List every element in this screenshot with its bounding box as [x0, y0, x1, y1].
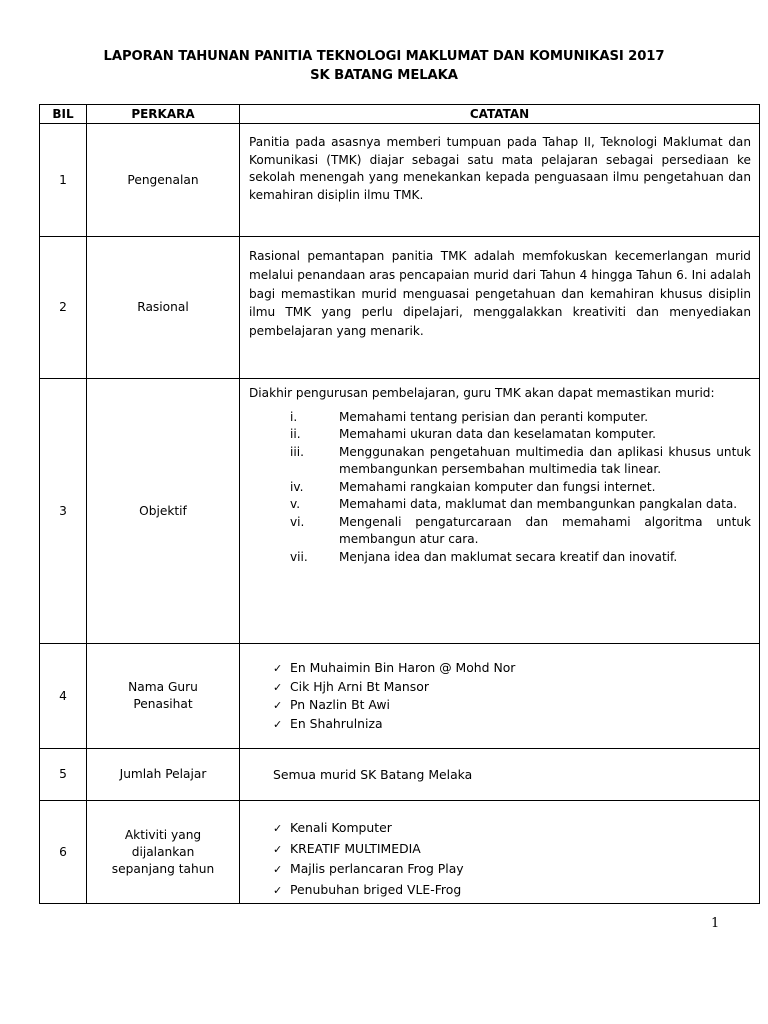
table-row: [40, 801, 760, 904]
list-item: ✓ Pn Nazlin Bt Awi: [273, 696, 759, 715]
page-number: 1: [711, 916, 720, 931]
row-catatan: [240, 237, 760, 379]
report-title: [0, 47, 768, 85]
check-icon: ✓: [273, 883, 283, 897]
title-line-1: LAPORAN TAHUNAN PANITIA TEKNOLOGI MAKLUMAT DAN KOMUNIKASI 2017: [103, 49, 665, 64]
rasional-text: Rasional pemantapan panitia TMK adalah memfokuskan kecemerlangan murid melalui penandaan aras pencapaian murid dari Tahun 4 hingga Tahun 6. Ini adalah bagi memastikan murid menguasai pengetahuan dan kemahiran khusus disiplin ilmu TMK yang perlu dipelajari, menggalakkan kreativiti dan menyediakan pembelajaran yang menarik.: [249, 249, 751, 339]
list-item: ✓ KREATIF MULTIMEDIA: [273, 839, 759, 860]
objektif-list: [240, 409, 759, 567]
row-perkara: Pengenalan: [87, 124, 240, 237]
list-item: iii. Menggunakan pengetahuan multimedia dan aplikasi khusus untuk membangunkan persembahan multimedia tak linear.: [290, 444, 751, 477]
table-row: [40, 379, 760, 644]
objektif-intro: Diakhir pengurusan pembelajaran, guru TMK akan dapat memastikan murid:: [249, 386, 715, 400]
check-icon: ✓: [273, 822, 283, 835]
column-header-perkara: PERKARA: [87, 105, 240, 124]
row-perkara: Aktiviti yang dijalankan sepanjang tahun: [87, 801, 240, 904]
check-icon: ✓: [273, 717, 283, 731]
list-item: ✓ En Shahrulniza: [273, 715, 759, 734]
row-bil: 3: [40, 379, 87, 644]
row-perkara: Objektif: [87, 379, 240, 644]
list-item: ✓ Kenali Komputer: [273, 818, 759, 839]
report-table: [39, 104, 760, 904]
list-item: vii. Menjana idea dan maklumat secara kreatif dan inovatif.: [290, 549, 678, 564]
row-bil: 4: [40, 644, 87, 749]
table-row: [40, 237, 760, 379]
check-icon: ✓: [273, 863, 283, 876]
list-item: ii. Memahami ukuran data dan keselamatan komputer.: [290, 427, 657, 442]
list-item: ✓ Penubuhan briged VLE-Frog: [273, 880, 759, 901]
row-catatan: [240, 801, 760, 904]
row-bil: 2: [40, 237, 87, 379]
row-bil: 5: [40, 749, 87, 801]
list-item: i. Memahami tentang perisian dan peranti komputer.: [290, 409, 649, 424]
aktiviti-list: [240, 818, 759, 900]
check-icon: ✓: [273, 699, 283, 712]
table-header-row: [40, 105, 760, 124]
list-item: ✓ Majlis perlancaran Frog Play: [273, 859, 759, 880]
table-row: [40, 749, 760, 801]
list-item: iv. Memahami rangkaian komputer dan fungsi internet.: [290, 479, 656, 494]
list-item: v. Memahami data, maklumat dan membangunkan pangkalan data.: [290, 497, 738, 512]
row-perkara: Nama Guru Penasihat: [87, 644, 240, 749]
check-icon: ✓: [273, 680, 283, 694]
column-header-bil: BIL: [40, 105, 87, 124]
row-bil: 1: [40, 124, 87, 237]
list-item: vi. Mengenali pengaturcaraan dan memahami algoritma untuk membangun atur cara.: [290, 514, 751, 547]
table-row: [40, 644, 760, 749]
row-perkara: Jumlah Pelajar: [87, 749, 240, 801]
list-item: ✓ En Muhaimin Bin Haron @ Mohd Nor: [273, 659, 759, 678]
check-icon: ✓: [273, 662, 283, 675]
pengenalan-text: Panitia pada asasnya memberi tumpuan pada Tahap II, Teknologi Maklumat dan Komunikasi (TMK) diajar sebagai satu mata pelajaran sebagai persediaan ke sekolah menengah yang menekankan kepada penguasaan ilmu pengetahuan dan kemahiran disiplin ilmu TMK.: [249, 135, 751, 202]
column-header-catatan: CATATAN: [240, 105, 760, 124]
row-perkara: Rasional: [87, 237, 240, 379]
row-catatan: [240, 124, 760, 237]
row-catatan: [240, 644, 760, 749]
list-item: ✓ Cik Hjh Arni Bt Mansor: [273, 678, 759, 697]
row-catatan: Semua murid SK Batang Melaka: [240, 749, 760, 801]
check-icon: ✓: [273, 842, 283, 856]
guru-list: [240, 659, 759, 733]
table-row: [40, 124, 760, 237]
title-line-2: SK BATANG MELAKA: [310, 68, 458, 83]
row-bil: 6: [40, 801, 87, 904]
row-catatan: [240, 379, 760, 644]
